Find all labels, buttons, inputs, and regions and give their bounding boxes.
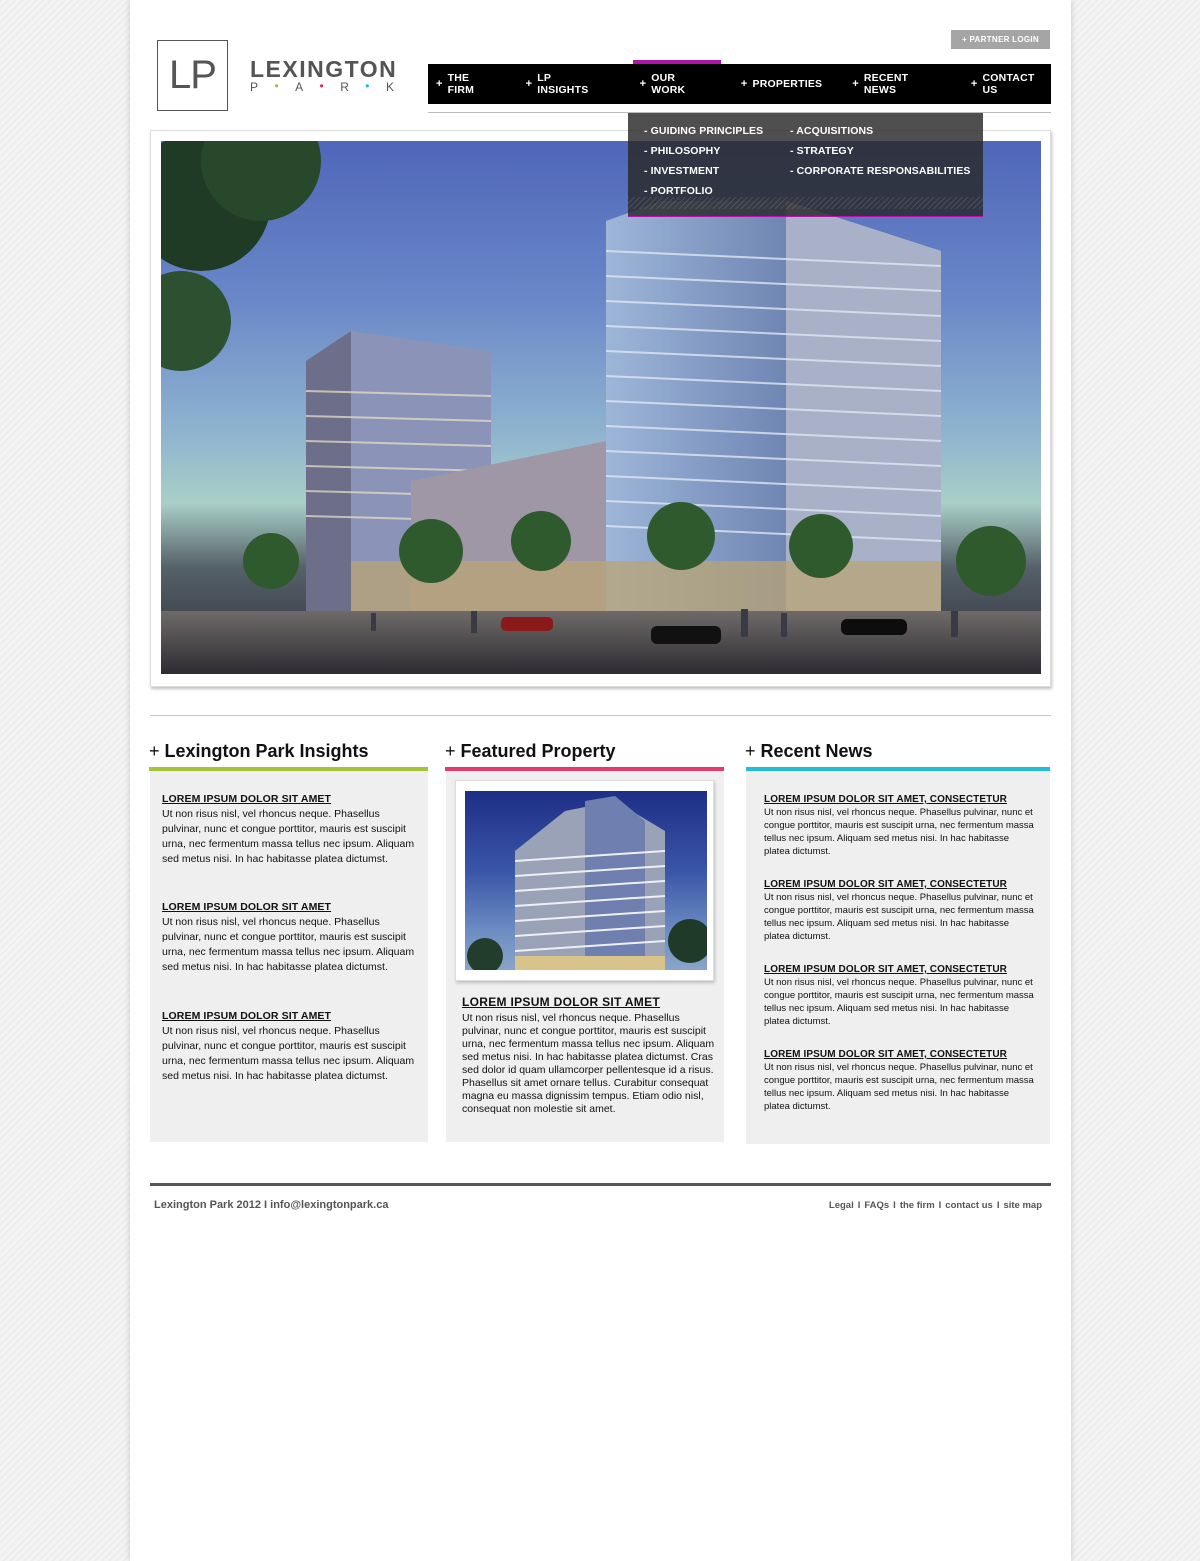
insights-title <box>149 741 369 762</box>
footer-separator: I <box>857 1200 861 1211</box>
footer-separator: I <box>938 1200 942 1211</box>
plus-icon: + <box>740 78 748 90</box>
news-entry-body: Ut non risus nisl, vel rhoncus neque. Phasellus pulvinar, nunc et congue porttitor, mauris est suscipit urna, nec fermentum massa tellus nec ipsum. Aliquam sed metus nisi. In hac habitasse platea dictumst. <box>764 807 1034 857</box>
dropdown-item-corporate-responsabilities[interactable]: - CORPORATE RESPONSABILITIES <box>790 165 971 177</box>
news-title-text: Recent News <box>760 741 873 761</box>
partner-login-button[interactable]: + PARTNER LOGIN <box>951 30 1050 49</box>
insights-entry-body: Ut non risus nisl, vel rhoncus neque. Phasellus pulvinar, nunc et congue porttitor, mauris est suscipit urna, nec fermentum massa tellus nec ipsum. Aliquam sed metus nisi. In hac habitasse platea dictumst. <box>162 808 415 865</box>
logo-monogram[interactable] <box>157 40 228 111</box>
featured-tower-illustration <box>465 791 707 970</box>
footer-links <box>829 1200 1042 1211</box>
logo-wordmark[interactable]: LEXINGTON <box>250 56 398 82</box>
featured-title-text: Featured Property <box>460 741 616 761</box>
insights-entry-body: Ut non risus nisl, vel rhoncus neque. Phasellus pulvinar, nunc et congue porttitor, mauris est suscipit urna, nec fermentum massa tellus nec ipsum. Aliquam sed metus nisi. In hac habitasse platea dictumst. <box>162 916 415 973</box>
insights-entry-heading[interactable]: LOREM IPSUM DOLOR SIT AMET <box>162 1010 332 1022</box>
nav-item-our-work[interactable] <box>633 64 721 104</box>
plus-icon: + <box>436 78 443 90</box>
nav-label: RECENT NEWS <box>863 72 909 96</box>
nav-label: CONTACT US <box>982 72 1035 96</box>
logo-letter: A <box>295 80 304 94</box>
featured-body: Ut non risus nisl, vel rhoncus neque. Phasellus pulvinar, nunc et congue porttitor, mauris est suscipit urna, nec fermentum massa tellus nec ipsum. Aliquam sed metus nisi. In hac habitasse platea dictumst. Cras sed dolor id quam ullamcorper pellentesque id a risus. Phasellus sit amet ornare tellus. Curabitur consequat magna eu massa dignissim tempus. Etiam odio nisl, consequat non molestie sit amet. <box>462 1012 715 1115</box>
footer-link-faqs[interactable]: FAQs <box>864 1200 890 1211</box>
dropdown-item-philosophy[interactable]: - PHILOSOPHY <box>644 145 721 157</box>
nav-label: OUR WORK <box>651 72 686 96</box>
nav-item-contact-us[interactable] <box>971 64 1051 104</box>
insights-entry-body: Ut non risus nisl, vel rhoncus neque. Phasellus pulvinar, nunc et congue porttitor, mauris est suscipit urna, nec fermentum massa tellus nec ipsum. Aliquam sed metus nisi. In hac habitasse platea dictumst. <box>162 1025 415 1082</box>
dropdown-item-portfolio[interactable]: - PORTFOLIO <box>644 185 713 197</box>
our-work-dropdown <box>628 113 983 217</box>
news-entry-heading[interactable]: LOREM IPSUM DOLOR SIT AMET, CONSECTETUR <box>764 964 1007 975</box>
featured-property-image <box>465 791 707 970</box>
nav-label: LP INSIGHTS <box>537 72 589 96</box>
news-entry-heading[interactable]: LOREM IPSUM DOLOR SIT AMET, CONSECTETUR <box>764 1049 1007 1060</box>
hero-image <box>161 141 1041 674</box>
featured-image-frame[interactable] <box>455 780 714 981</box>
logo-dot-pink: • <box>319 79 324 93</box>
footer-link-legal[interactable]: Legal <box>828 1200 854 1211</box>
nav-label: THE FIRM <box>447 72 475 96</box>
insights-entry <box>162 1009 417 1084</box>
footer-link-contact-us[interactable]: contact us <box>945 1200 993 1211</box>
footer-link-the-firm[interactable]: the firm <box>899 1200 935 1211</box>
plus-icon: + <box>852 78 859 90</box>
main-nav <box>428 64 1051 104</box>
footer-separator: I <box>893 1200 896 1211</box>
nav-item-recent-news[interactable] <box>852 64 942 104</box>
insights-entry-heading[interactable]: LOREM IPSUM DOLOR SIT AMET <box>162 793 332 805</box>
nav-label: PROPERTIES <box>752 78 823 90</box>
news-entry-heading[interactable]: LOREM IPSUM DOLOR SIT AMET, CONSECTETUR <box>764 794 1007 805</box>
footer-copyright: Lexington Park 2012 I info@lexingtonpark.ca <box>154 1199 389 1211</box>
news-entry <box>764 793 1034 858</box>
footer-separator: I <box>996 1200 1000 1211</box>
featured-text <box>462 996 716 1116</box>
footer-divider <box>150 1183 1051 1186</box>
dropdown-item-investment[interactable]: - INVESTMENT <box>644 165 720 177</box>
dropdown-item-acquisitions[interactable]: - ACQUISITIONS <box>790 125 874 137</box>
plus-icon: + <box>639 78 647 90</box>
logo-dot-green: • <box>274 79 279 93</box>
dropdown-item-strategy[interactable]: - STRATEGY <box>790 145 854 157</box>
content-divider <box>150 715 1051 716</box>
news-entry <box>764 963 1034 1028</box>
plus-icon: + <box>970 78 978 90</box>
featured-heading[interactable]: LOREM IPSUM DOLOR SIT AMET <box>462 995 661 1009</box>
logo-park-letters <box>250 80 394 94</box>
nav-item-lp-insights[interactable] <box>526 64 604 104</box>
plus-icon: + <box>745 741 756 761</box>
hero-building-illustration <box>161 141 1041 674</box>
news-title <box>745 741 873 762</box>
plus-icon: + <box>525 78 533 90</box>
plus-icon: + <box>149 741 160 761</box>
news-entry-heading[interactable]: LOREM IPSUM DOLOR SIT AMET, CONSECTETUR <box>764 879 1007 890</box>
logo-letter: R <box>340 80 349 94</box>
dropdown-item-guiding-principles[interactable]: - GUIDING PRINCIPLES <box>644 125 764 137</box>
news-entry-body: Ut non risus nisl, vel rhoncus neque. Phasellus pulvinar, nunc et congue porttitor, mauris est suscipit urna, nec fermentum massa tellus nec ipsum. Aliquam sed metus nisi. In hac habitasse platea dictumst. <box>764 977 1034 1027</box>
logo-letter: K <box>385 80 394 94</box>
news-entry <box>764 1048 1034 1113</box>
insights-entry <box>162 900 417 975</box>
insights-entry-heading[interactable]: LOREM IPSUM DOLOR SIT AMET <box>162 901 332 913</box>
plus-icon: + <box>445 741 456 761</box>
logo-letter: P <box>250 80 259 94</box>
news-entry-body: Ut non risus nisl, vel rhoncus neque. Phasellus pulvinar, nunc et congue porttitor, mauris est suscipit urna, nec fermentum massa tellus nec ipsum. Aliquam sed metus nisi. In hac habitasse platea dictumst. <box>764 892 1034 942</box>
nav-item-properties[interactable] <box>741 64 822 104</box>
news-entry-body: Ut non risus nisl, vel rhoncus neque. Phasellus pulvinar, nunc et congue porttitor, mauris est suscipit urna, nec fermentum massa tellus nec ipsum. Aliquam sed metus nisi. In hac habitasse platea dictumst. <box>764 1062 1034 1112</box>
insights-entry <box>162 792 417 867</box>
featured-title <box>445 741 616 762</box>
page-container <box>130 0 1071 1561</box>
logo-monogram-text: LP <box>169 53 216 97</box>
logo-dot-blue: • <box>365 79 370 93</box>
news-entry <box>764 878 1034 943</box>
nav-item-the-firm[interactable] <box>436 64 498 104</box>
insights-title-text: Lexington Park Insights <box>164 741 369 761</box>
footer-link-site-map[interactable]: site map <box>1003 1200 1042 1211</box>
